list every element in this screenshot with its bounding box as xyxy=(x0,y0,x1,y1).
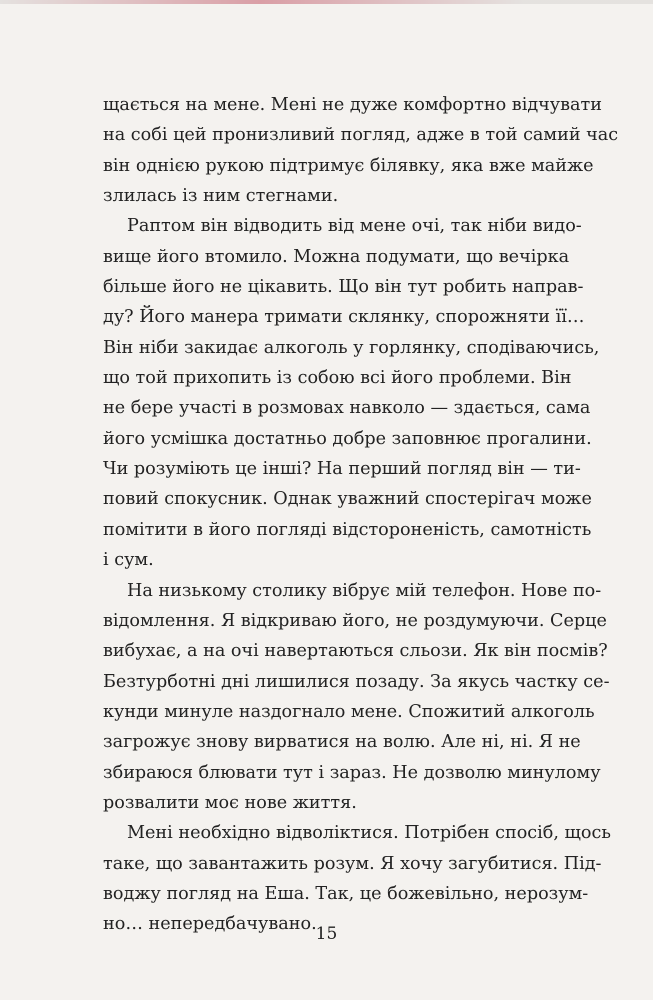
text-line: розвалити моє нове життя. xyxy=(103,792,357,813)
text-line: ду? Його манера тримати склянку, спорожняти її… xyxy=(103,307,585,328)
text-line: більше його не цікавить. Що він тут робить направ- xyxy=(103,277,584,298)
text-line: Чи розуміють це інші? На перший погляд він — ти- xyxy=(103,459,581,480)
text-line: Раптом він відводить від мене очі, так ніби видо- xyxy=(127,216,582,237)
text-line: но… непередбачувано. xyxy=(103,914,317,935)
text-line: вибухає, а на очі навертаються сльози. Як він посмів? xyxy=(103,641,608,662)
text-line: Безтурботні дні лишилися позаду. За якусь частку се- xyxy=(103,671,610,692)
text-line: на собі цей пронизливий погляд, адже в той самий час xyxy=(103,125,619,146)
text-line: Мені необхідно відволіктися. Потрібен спосіб, щось xyxy=(127,823,611,844)
page-number: 15 xyxy=(315,924,338,944)
text-line: щається на мене. Мені не дуже комфортно відчувати xyxy=(103,95,603,115)
text-line: не бере участі в розмовах навколо — здається, сама xyxy=(103,398,591,419)
text-line: збираюся блювати тут і зараз. Не дозволю минулому xyxy=(103,762,601,783)
text-line: кунди минуле наздогнало мене. Спожитий алкоголь xyxy=(103,701,595,722)
text-line: злилась із ним стегнами. xyxy=(103,186,339,207)
text-line: вище його втомило. Можна подумати, що вечірка xyxy=(103,246,570,267)
text-line: він однією рукою підтримує білявку, яка вже майже xyxy=(103,155,594,176)
text-line: таке, що завантажить розум. Я хочу загубитися. Під- xyxy=(103,853,602,874)
text-line: загрожує знову вирватися на волю. Але ні, ні. Я не xyxy=(103,732,581,753)
text-line: повий спокусник. Однак уважний спостерігач може xyxy=(103,489,592,510)
text-line: Він ніби закидає алкоголь у горлянку, сподіваючись, xyxy=(103,337,600,358)
text-line: його усмішка достатньо добре заповнює прогалини. xyxy=(103,428,592,449)
text-line: помітити в його погляді відстороненість, самотність xyxy=(103,519,592,540)
text-line: воджу погляд на Еша. Так, це божевільно, нерозум- xyxy=(103,883,589,904)
text-line: що той прихопить із собою всі його проблеми. Він xyxy=(103,368,572,389)
page-top-edge xyxy=(0,0,653,4)
text-line: відомлення. Я відкриваю його, не роздумуючи. Серце xyxy=(103,610,607,631)
text-line: На низькому столику вібрує мій телефон. Нове по- xyxy=(127,580,602,601)
body-text xyxy=(103,90,619,940)
text-line: і сум. xyxy=(103,550,154,571)
